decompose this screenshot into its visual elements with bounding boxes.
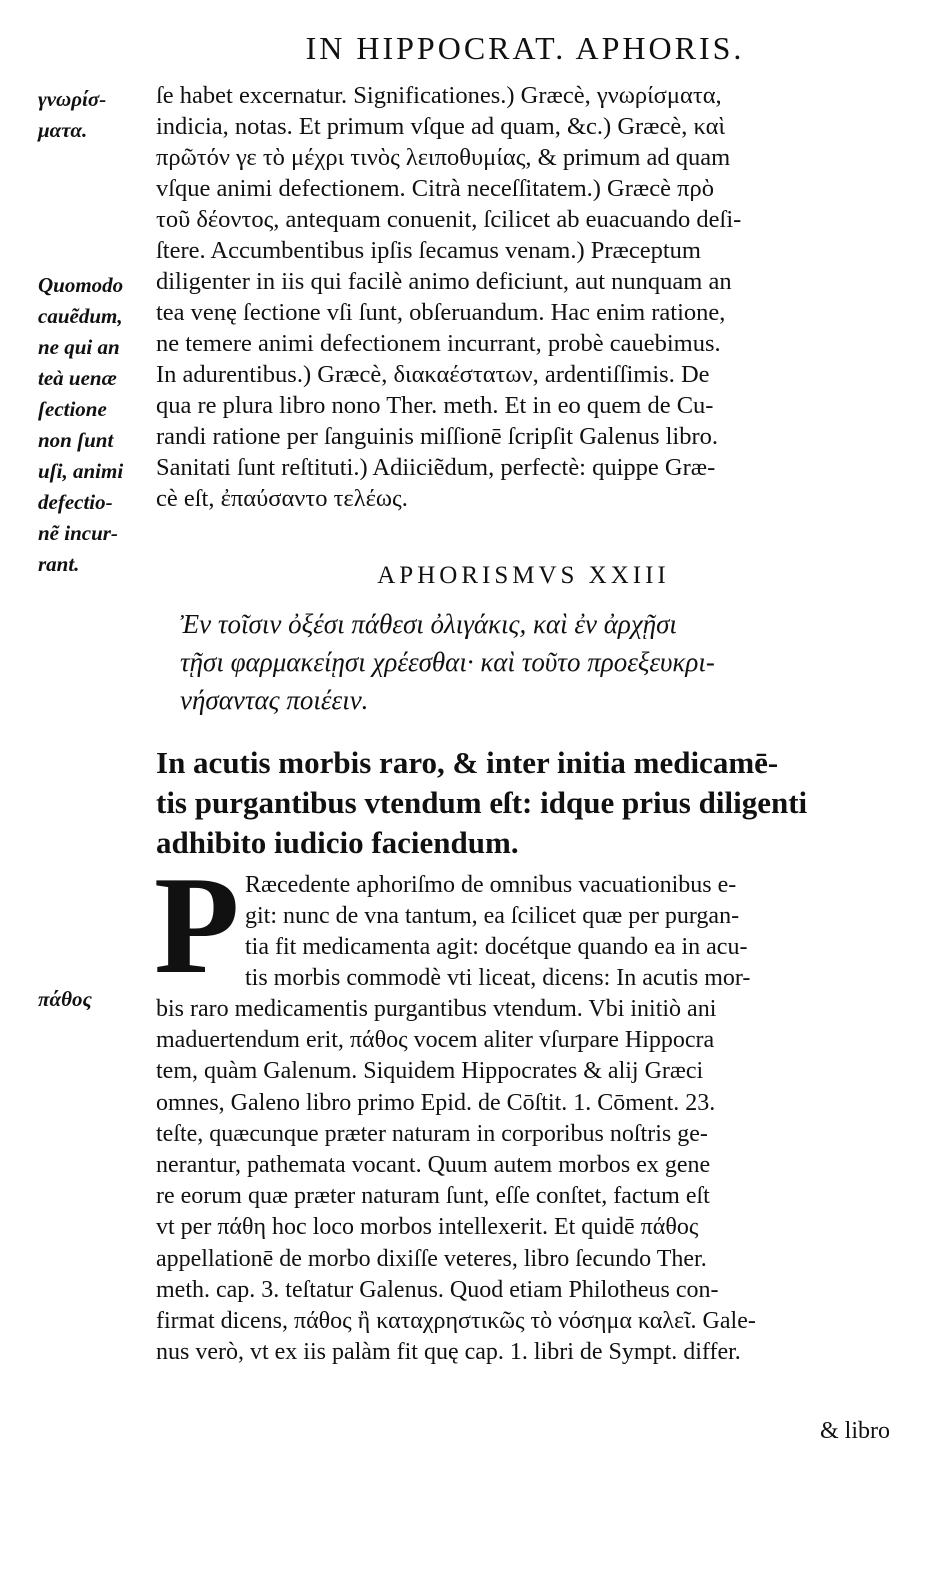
text-line: diligenter in iis qui facilè animo deficiunt, aut nunquam an [156, 268, 732, 295]
margin-note-line: nẽ incur- [38, 521, 118, 545]
text-line: tia fit medicamenta agit: docétque quando ea in acu- [245, 934, 748, 960]
margin-note-line: defectio- [38, 490, 113, 514]
commentary-body [156, 994, 891, 1368]
text-line: teſte, quæcunque præter naturam in corporibus noſtris ge- [156, 1120, 708, 1147]
latin-line: tis purgantibus vtendum eſt: idque prius diligenti [156, 785, 808, 820]
text-line: vſque animi defectionem. Citrà neceſſitatem.) Græcè πρὸ [156, 175, 714, 202]
text-line: nerantur, pathemata vocant. Quum autem morbos ex gene [156, 1152, 711, 1179]
text-line: indicia, notas. Et primum vſque ad quam, &c.) Græcè, καὶ [156, 113, 726, 140]
text-line: πρῶτόν γε τὸ μέχρι τινὸς λειποθυμίας, & primum ad quam [156, 144, 731, 171]
margin-note-line: ne qui an [38, 335, 120, 359]
commentary-top [156, 80, 891, 514]
latin-line: In acutis morbis raro, & inter initia medicamē- [156, 745, 779, 780]
text-line: ne temere animi defectionem incurrant, probè cauebimus. [156, 330, 721, 357]
text-line: meth. cap. 3. teſtatur Galenus. Quod etiam Philotheus con- [156, 1276, 719, 1303]
text-line: bis raro medicamentis purgantibus vtendum. Vbi initiò ani [156, 996, 717, 1022]
aphorism-title: APHORISMVS XXIII [377, 562, 670, 589]
text-line: ſe habet excernatur. Significationes.) Græcè, γνωρίσματα, [156, 82, 722, 109]
text-line: omnes, Galeno libro primo Epid. de Cōſtit. 1. Cōment. 23. [156, 1089, 716, 1116]
margin-note-line: cauẽdum, [38, 304, 123, 328]
margin-note-line: teà uenæ [38, 366, 117, 390]
margin-note-line: ματα. [38, 118, 88, 142]
text-line: appellationē de morbo dixiſſe veteres, libro ſecundo Ther. [156, 1245, 707, 1272]
text-line: tem, quàm Galenum. Siquidem Hippocrates & alij Græci [156, 1058, 704, 1085]
text-line: ſtere. Accumbentibus ipſis ſecamus venam.) Præceptum [156, 237, 701, 264]
margin-note-line: uſi, animi [38, 459, 124, 483]
text-line: tis morbis commodè vti liceat, dicens: In acutis mor- [245, 965, 751, 991]
text-line: In adurentibus.) Græcè, διακαέστατων, ardentiſſimis. De [156, 361, 710, 388]
text-line: vt per πάθη hoc loco morbos intellexerit. Et quidē πάθος [156, 1214, 699, 1241]
text-line: cè eſt, ἐπαύσαντο τελέως. [156, 485, 408, 512]
drop-cap: P [154, 848, 240, 1003]
text-line: randi ratione per ſanguinis miſſionē ſcripſit Galenus libro. [156, 423, 719, 450]
margin-note-pathos: πάθος [38, 987, 92, 1011]
running-head: IN HIPPOCRAT. APHORIS. [305, 30, 745, 66]
margin-note-line: non ſunt [38, 428, 114, 452]
margin-note-line: γνωρίσ- [38, 87, 107, 111]
greek-aphorism [180, 605, 890, 719]
greek-line: νήσαντας ποιέειν. [180, 685, 369, 715]
margin-notes [38, 84, 153, 1011]
text-line: git: nunc de vna tantum, ea ſcilicet quæ per purgan- [245, 903, 740, 929]
text-line: Ræcedente aphoriſmo de omnibus vacuationibus e- [245, 872, 737, 898]
latin-line: adhibito iudicio faciendum. [156, 825, 519, 860]
commentary-indented [245, 870, 890, 994]
text-line: tea venę ſectione vſi ſunt, obſeruandum. Hac enim ratione, [156, 299, 726, 326]
margin-note-line: ſectione [38, 397, 107, 421]
text-line: qua re plura libro nono Ther. meth. Et in eo quem de Cu- [156, 392, 714, 419]
greek-line: τῇσι φαρμακείῃσι χρέεσθαι· καὶ τοῦτο προεξευκρι- [180, 647, 715, 677]
margin-note-line: rant. [38, 552, 80, 576]
text-line: re eorum quæ præter naturam ſunt, eſſe conſtet, factum eſt [156, 1183, 710, 1210]
margin-note-line: Quomodo [38, 273, 124, 297]
greek-line: Ἐν τοῖσιν ὀξέσι πάθεσι ὀλιγάκις, καὶ ἐν ἀρχῇσι [180, 609, 677, 639]
text-line: Sanitati ſunt reſtituti.) Adiiciẽdum, perfectè: quippe Græ- [156, 454, 716, 481]
catchword: & libro [820, 1418, 890, 1444]
text-line: nus verò, vt ex iis palàm fit quę cap. 1. libri de Sympt. differ. [156, 1339, 741, 1366]
text-line: maduertendum erit, πάθος vocem aliter vſurpare Hippocra [156, 1027, 715, 1054]
text-line: firmat dicens, πάθος ἢ καταχρηστικῶς τὸ νόσημα καλεῖ. Gale- [156, 1308, 756, 1335]
text-line: τοῦ δέοντος, antequam conuenit, ſcilicet ab euacuando deſi- [156, 206, 742, 233]
latin-aphorism [156, 743, 891, 863]
